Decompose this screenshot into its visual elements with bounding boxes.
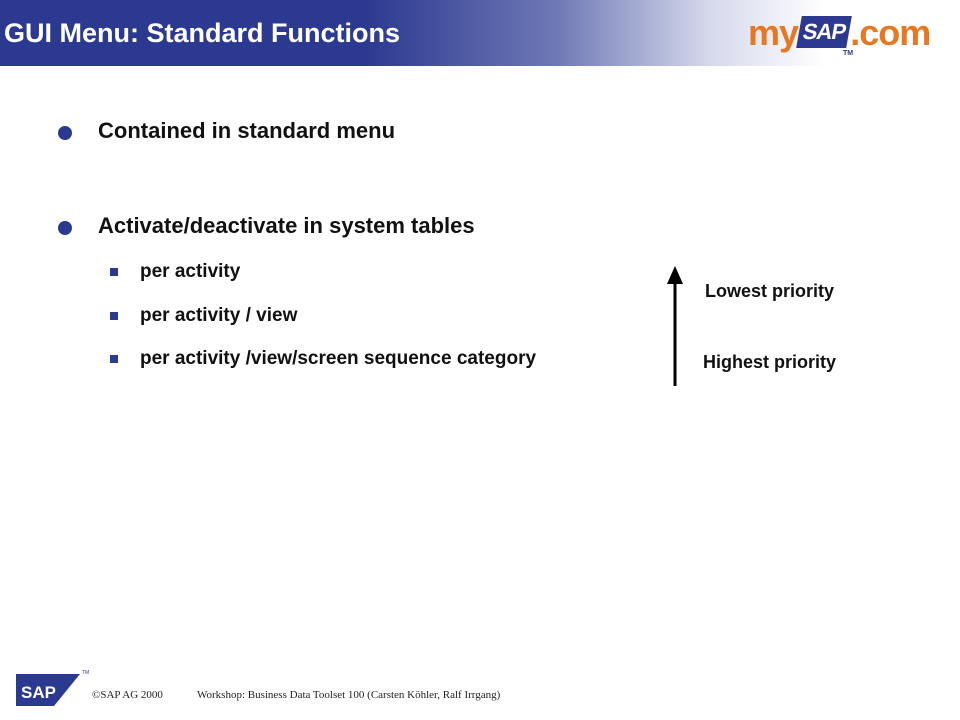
copyright-text: ©SAP AG 2000 (92, 689, 163, 701)
logo-sap-box: SAP (796, 16, 852, 48)
sub-bullet-text: per activity (140, 261, 241, 282)
logo-trademark: TM (843, 50, 854, 57)
footer-logo-text: SAP (21, 683, 56, 702)
page-title: GUI Menu: Standard Functions (4, 18, 400, 48)
bullet-text: Contained in standard menu (98, 118, 396, 143)
bullet-text: Activate/deactivate in system tables (98, 213, 475, 238)
highest-priority-label: Highest priority (703, 352, 837, 372)
square-bullet-icon (110, 312, 118, 320)
sub-bullet-text: per activity /view/screen sequence category (140, 348, 537, 369)
lowest-priority-label: Lowest priority (705, 281, 835, 301)
workshop-text: Workshop: Business Data Toolset 100 (Carsten Köhler, Ralf Irrgang) (197, 689, 501, 701)
bullet-dot-icon (58, 221, 72, 235)
logo-dotcom-text: .com (850, 12, 931, 53)
priority-arrow-icon (666, 266, 684, 386)
square-bullet-icon (110, 268, 118, 276)
sub-bullet-text: per activity / view (140, 305, 298, 326)
square-bullet-icon (110, 355, 118, 363)
footer-logo-trademark: TM (82, 670, 90, 676)
logo-my-text: my (748, 12, 799, 53)
bullet-dot-icon (58, 126, 72, 140)
sap-footer-logo (16, 668, 90, 708)
